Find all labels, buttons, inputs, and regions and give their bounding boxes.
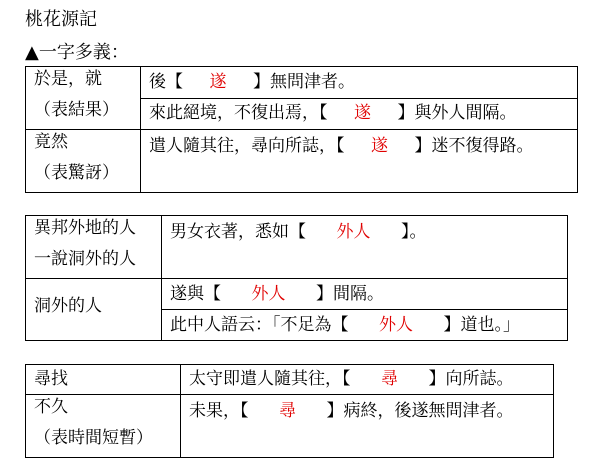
table-row [26, 67, 578, 99]
table-row [26, 365, 554, 395]
example-cell [181, 365, 554, 395]
meaning-cell [26, 365, 181, 395]
meaning-line: 洞外的人 [34, 296, 102, 316]
answer-blank: 外人 [336, 222, 371, 242]
answer-blank: 尋 [279, 401, 296, 421]
example-text: 】。 [401, 222, 427, 242]
table-row [26, 216, 568, 279]
meaning-cell [26, 395, 181, 458]
example-cell [162, 279, 568, 310]
example-text: 來此絕境，不復出焉，【 [149, 103, 328, 124]
meaning-line: 尋找 [34, 369, 68, 389]
example-cell [141, 67, 578, 99]
answer-blank: 尋 [381, 369, 398, 389]
answer-blank: 遂 [209, 71, 227, 92]
meaning-line: 不久 [34, 397, 68, 417]
meaning-line: （表時間短暫） [34, 428, 153, 448]
example-text: 】迷不復得路。 [414, 136, 534, 156]
meaning-line: 異邦外地的人 [34, 218, 136, 238]
meaning-line: （表結果） [34, 100, 119, 120]
meaning-table-xun [25, 364, 554, 458]
example-text: 】與外人間隔。 [397, 103, 517, 124]
meaning-cell [26, 279, 162, 341]
example-cell [162, 310, 568, 341]
answer-blank: 遂 [371, 136, 388, 156]
meaning-line: 竟然 [34, 132, 68, 152]
meaning-line: 於是，就 [34, 69, 102, 89]
example-text: 】向所誌。 [428, 369, 514, 389]
example-text: 】道也。」 [443, 314, 520, 335]
example-text: 】病終，後遂無問津者。 [326, 401, 514, 421]
section-subtitle: ▲一字多義： [25, 42, 129, 63]
example-text: 】無問津者。 [253, 71, 355, 92]
example-text: 男女衣著，悉如【 [170, 222, 306, 242]
meaning-table-wairen [25, 215, 568, 341]
table-row [26, 130, 578, 193]
answer-blank: 外人 [379, 314, 413, 335]
answer-blank: 外人 [251, 283, 286, 304]
example-text: 太守即遣人隨其往，【 [189, 369, 351, 389]
meaning-line: （表驚訝） [34, 163, 119, 183]
example-text: 後【 [149, 71, 183, 92]
example-text: 遂與【 [170, 283, 221, 304]
meaning-line: 一說洞外的人 [34, 249, 136, 269]
example-cell [141, 98, 578, 130]
example-cell [181, 395, 554, 458]
meaning-cell [26, 130, 141, 193]
table-row [26, 395, 554, 458]
answer-blank: 遂 [354, 103, 371, 124]
document-title: 桃花源記 [25, 9, 97, 30]
meaning-cell [26, 67, 141, 130]
meaning-table-sui [25, 66, 578, 193]
example-text: 未果，【 [189, 401, 249, 421]
example-text: 此中人語云：「不足為【 [170, 314, 349, 335]
example-cell [141, 130, 578, 193]
meaning-cell [26, 216, 162, 279]
example-text: 遣人隨其往，尋向所誌，【 [149, 136, 345, 156]
example-text: 】間隔。 [316, 283, 384, 304]
example-cell [162, 216, 568, 279]
table-row [26, 279, 568, 310]
